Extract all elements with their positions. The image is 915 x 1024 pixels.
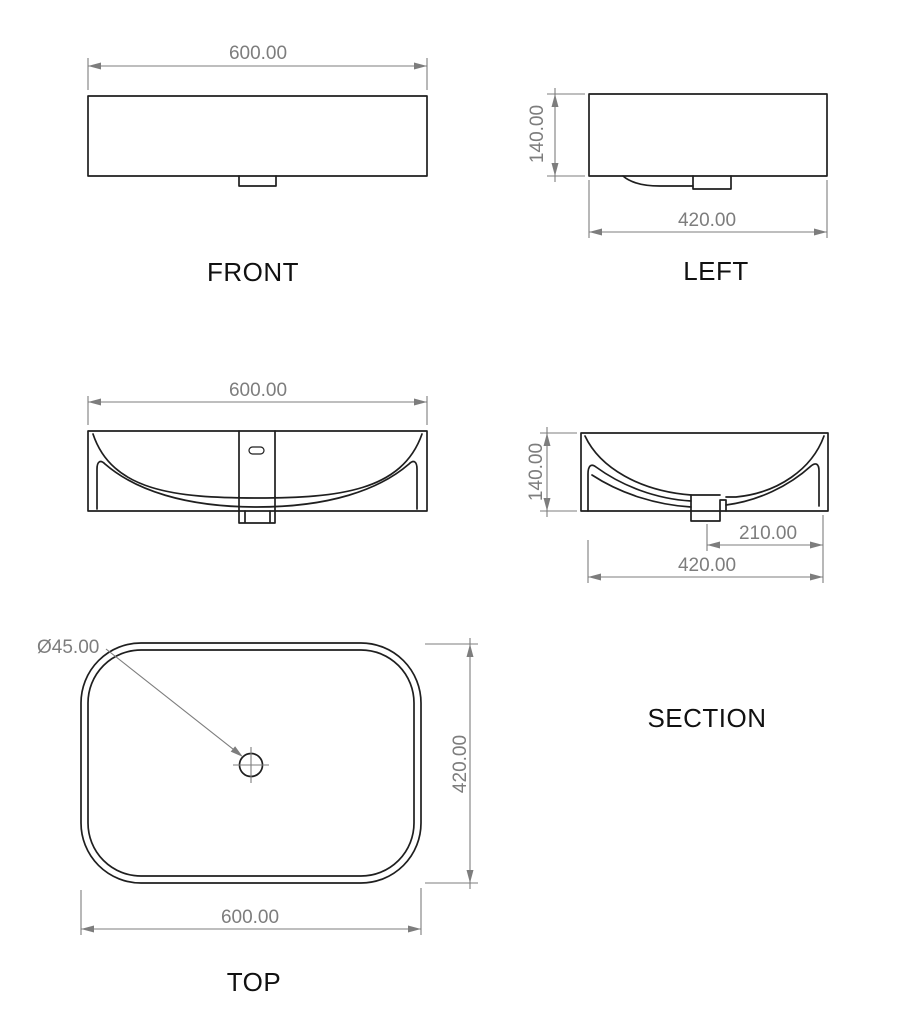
front-drain-tab — [239, 176, 276, 186]
dim-arrow — [414, 399, 427, 406]
front-section-drain-box — [239, 497, 275, 523]
top-hole-leader-line — [106, 649, 241, 755]
section-height-dimension-text: 140.00 — [526, 442, 547, 502]
left-depth-dimension-text: 420.00 — [677, 210, 737, 231]
dim-arrow — [88, 399, 101, 406]
front-view-label: FRONT — [206, 257, 300, 287]
section-depth-dimension-text: 420.00 — [677, 555, 737, 576]
left-drain-box — [693, 176, 731, 189]
dim-arrow — [814, 229, 827, 236]
front-section-body-outline — [88, 431, 427, 511]
section-drain-box — [691, 495, 726, 521]
dim-arrow — [414, 63, 427, 70]
left-view-label: LEFT — [683, 256, 749, 286]
front-body-outline — [88, 96, 427, 176]
top-width-dimension-text: 600.00 — [220, 907, 280, 928]
dim-arrow — [707, 542, 720, 549]
front-section-overflow-slot — [249, 447, 264, 454]
top-view — [37, 637, 478, 997]
top-hole-dimension-text: Ø45.00 — [37, 637, 100, 658]
dim-arrow — [467, 870, 474, 883]
dim-arrow — [408, 926, 421, 933]
dim-arrow — [588, 574, 601, 581]
front-width-dimension-text: 600.00 — [228, 43, 288, 64]
front-section-bowl-inner-surface — [93, 434, 422, 498]
left-body-outline — [589, 94, 827, 176]
front-section-center-column — [239, 431, 275, 497]
top-view-label: TOP — [226, 967, 282, 997]
dim-arrow — [552, 94, 559, 107]
section-bowl-inner-curve-left — [585, 436, 691, 495]
front-section-view — [88, 380, 427, 523]
dim-arrow — [88, 63, 101, 70]
front-section-width-dimension-text: 600.00 — [228, 380, 288, 401]
dim-arrow — [810, 574, 823, 581]
section-drain-offset-dimension-text: 210.00 — [738, 523, 798, 544]
left-height-dimension-text: 140.00 — [527, 104, 548, 164]
left-view — [527, 88, 827, 286]
dim-arrow — [810, 542, 823, 549]
dim-arrow — [589, 229, 602, 236]
section-view-label: SECTION — [647, 703, 767, 733]
dim-arrow — [81, 926, 94, 933]
top-depth-dimension-text: 420.00 — [450, 734, 471, 794]
dim-arrow — [552, 163, 559, 176]
dim-arrow — [467, 644, 474, 657]
left-bowl-bottom-curve — [623, 176, 693, 186]
front-view — [88, 43, 427, 287]
section-wall-curve-right — [726, 464, 819, 506]
section-view — [526, 427, 828, 733]
section-wall-curve-left — [588, 465, 691, 511]
dim-arrow — [231, 746, 243, 757]
